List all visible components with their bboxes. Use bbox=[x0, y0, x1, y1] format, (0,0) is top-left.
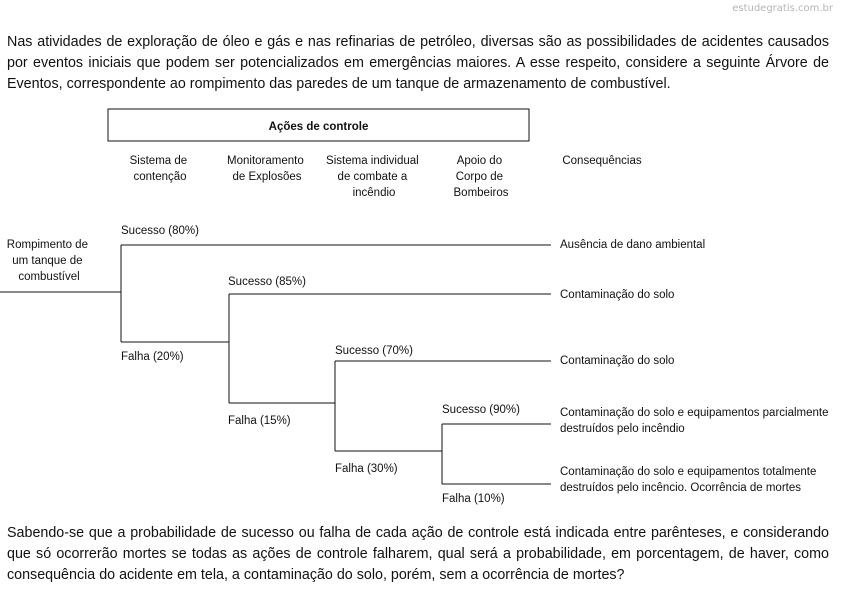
question-paragraph: Sabendo-se que a probabilidade de sucesso ou falha de cada ação de controle está indicada entre parênteses, e considerando que só ocorrerão mortes se todas as ações de controle falharem, qual será a probabilidade, em porcentagem, de haver, como consequência do acidente em tela, a contaminação do solo, porém, sem a ocorrência de mortes? bbox=[7, 525, 829, 583]
branch-3-success-label: Sucesso (70%) bbox=[335, 345, 413, 357]
column-header-consequences: Consequências bbox=[562, 155, 642, 167]
initial-event-label: Rompimento de um tanque de combustível bbox=[6, 239, 88, 283]
branch-1-success-label: Sucesso (80%) bbox=[121, 225, 199, 237]
consequence-4: Contaminação do solo e equipamentos parcialmente destruídos pelo incêndio bbox=[560, 407, 829, 435]
column-header-fire-department: Apoio do Corpo de Bombeiros bbox=[453, 155, 509, 199]
consequence-2: Contaminação do solo bbox=[560, 289, 675, 301]
watermark: estudegratis.com.br bbox=[732, 3, 833, 14]
branch-4-success-label: Sucesso (90%) bbox=[442, 404, 520, 416]
column-header-containment: Sistema de contenção bbox=[129, 155, 188, 183]
column-header-explosion-monitoring: Monitoramento de Explosões bbox=[227, 155, 304, 183]
header-title: Ações de controle bbox=[268, 121, 369, 133]
intro-paragraph: Nas atividades de exploração de óleo e gás e nas refinarias de petróleo, diversas são as possibilidades de acidentes causados por eventos iniciais que podem ser potencializados em emergências maiores. A esse respeito, considere a seguinte Árvore de Eventos, correspondente ao rompimento das paredes de um tanque de armazenamento de combustível. bbox=[7, 34, 829, 92]
branch-3-failure-label: Falha (30%) bbox=[335, 463, 398, 475]
branch-2-failure-label: Falha (15%) bbox=[228, 415, 291, 427]
branch-4-failure-label: Falha (10%) bbox=[442, 493, 505, 505]
branch-2-success-label: Sucesso (85%) bbox=[228, 276, 306, 288]
consequence-5: Contaminação do solo e equipamentos totalmente destruídos pelo incêncio. Ocorrência de mortes bbox=[560, 466, 817, 494]
consequence-3: Contaminação do solo bbox=[560, 355, 675, 367]
branch-1-failure-label: Falha (20%) bbox=[121, 351, 184, 363]
column-header-fire-fighting-system: Sistema individual de combate a incêndio bbox=[326, 155, 419, 199]
consequence-1: Ausência de dano ambiental bbox=[560, 239, 706, 251]
